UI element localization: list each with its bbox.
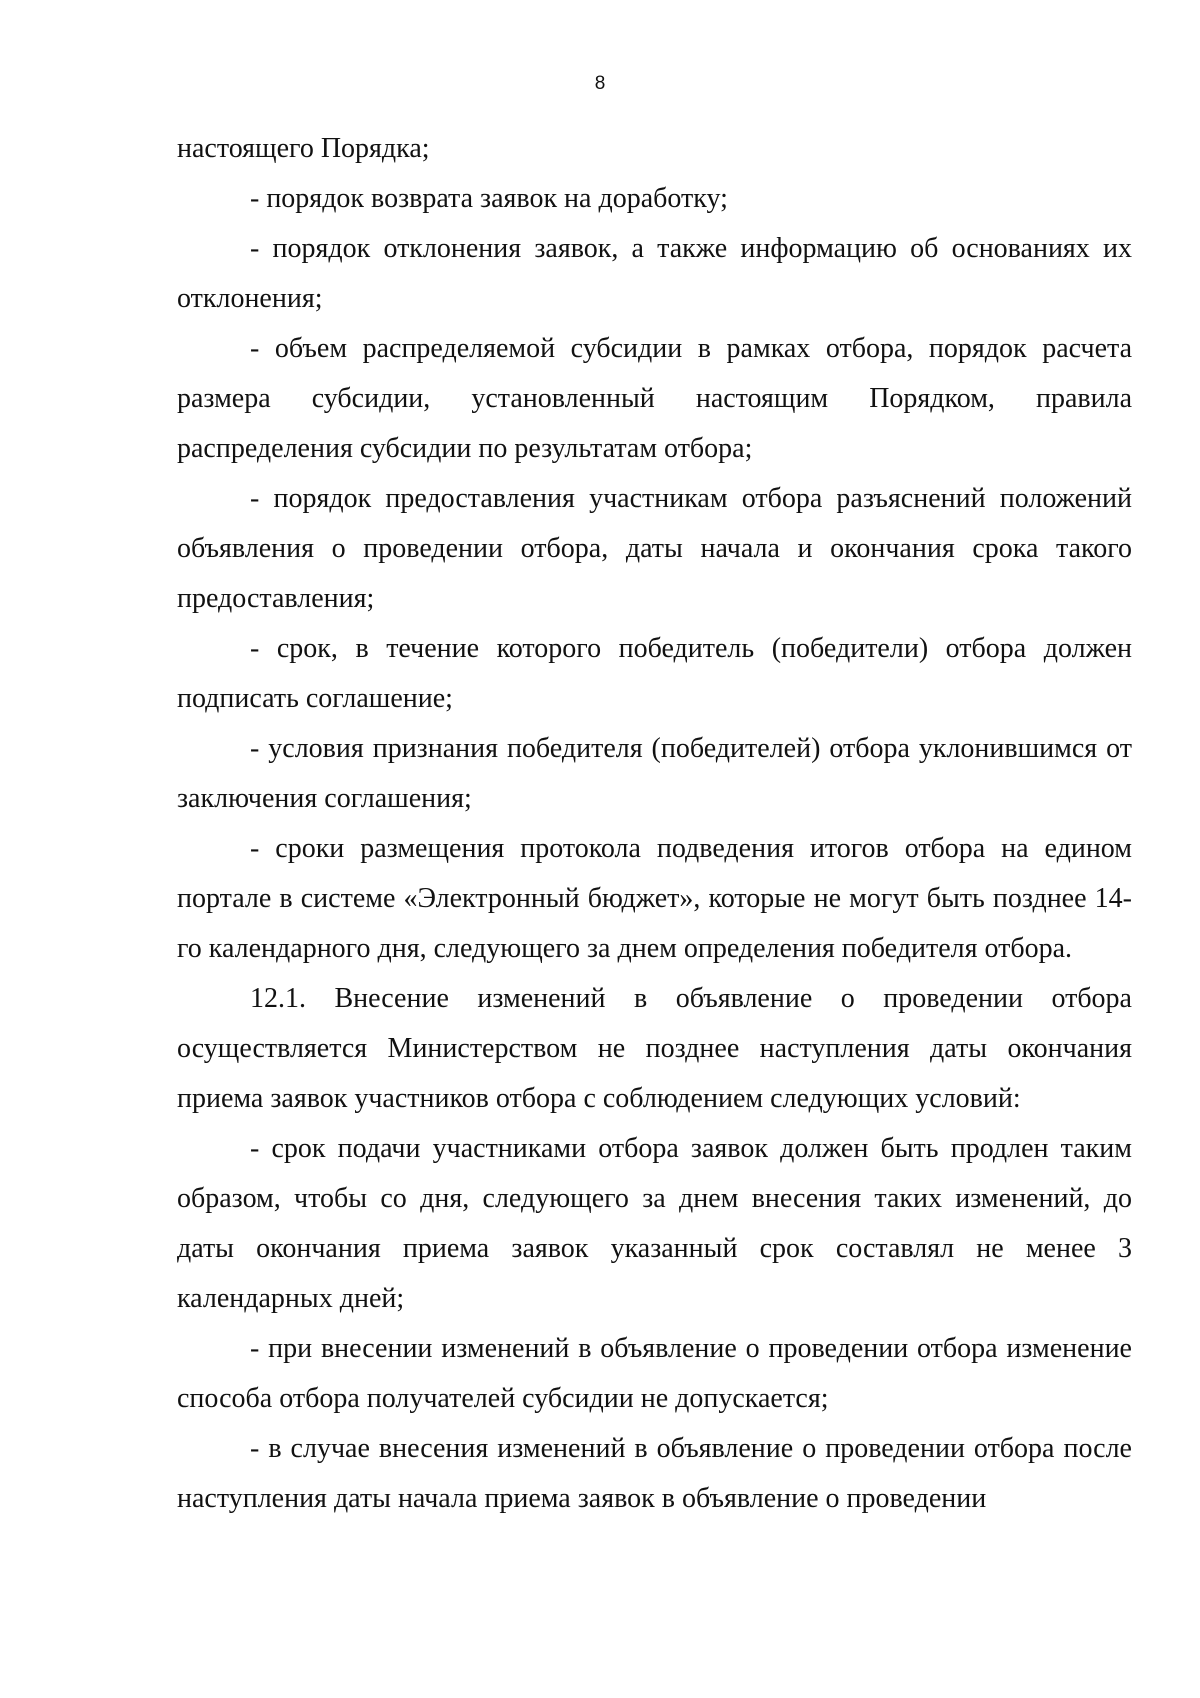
- paragraph: - при внесении изменений в объявление о проведении отбора изменение способа отбора получателей субсидии не допускается;: [177, 1333, 1132, 1414]
- page-number: 8: [594, 73, 606, 94]
- paragraph: 12.1. Внесение изменений в объявление о проведении отбора осуществляется Министерством не позднее наступления даты окончания приема заявок участников отбора с соблюдением следующих условий:: [177, 983, 1132, 1114]
- paragraph: - сроки размещения протокола подведения итогов отбора на едином портале в системе «Электронный бюджет», которые не могут быть позднее 14-го календарного дня, следующего за днем определения победителя отбора.: [177, 833, 1132, 964]
- document-body: [177, 124, 1132, 1524]
- paragraph: - срок, в течение которого победитель (победители) отбора должен подписать соглашение;: [177, 633, 1132, 714]
- paragraph: - объем распределяемой субсидии в рамках отбора, порядок расчета размера субсидии, установленный настоящим Порядком, правила распределения субсидии по результатам отбора;: [177, 333, 1132, 464]
- paragraph: - порядок отклонения заявок, а также информацию об основаниях их отклонения;: [177, 233, 1132, 314]
- paragraph: - условия признания победителя (победителей) отбора уклонившимся от заключения соглашения;: [177, 733, 1132, 814]
- paragraph: - порядок возврата заявок на доработку;: [250, 183, 728, 214]
- paragraph: настоящего Порядка;: [177, 133, 430, 164]
- paragraph: - срок подачи участниками отбора заявок должен быть продлен таким образом, чтобы со дня, следующего за днем внесения таких изменений, до даты окончания приема заявок указанный срок составлял не менее 3 календарных дней;: [177, 1133, 1132, 1314]
- paragraph: - порядок предоставления участникам отбора разъяснений положений объявления о проведении отбора, даты начала и окончания срока такого предоставления;: [177, 483, 1132, 614]
- paragraph: - в случае внесения изменений в объявление о проведении отбора после наступления даты начала приема заявок в объявление о проведении: [177, 1433, 1132, 1514]
